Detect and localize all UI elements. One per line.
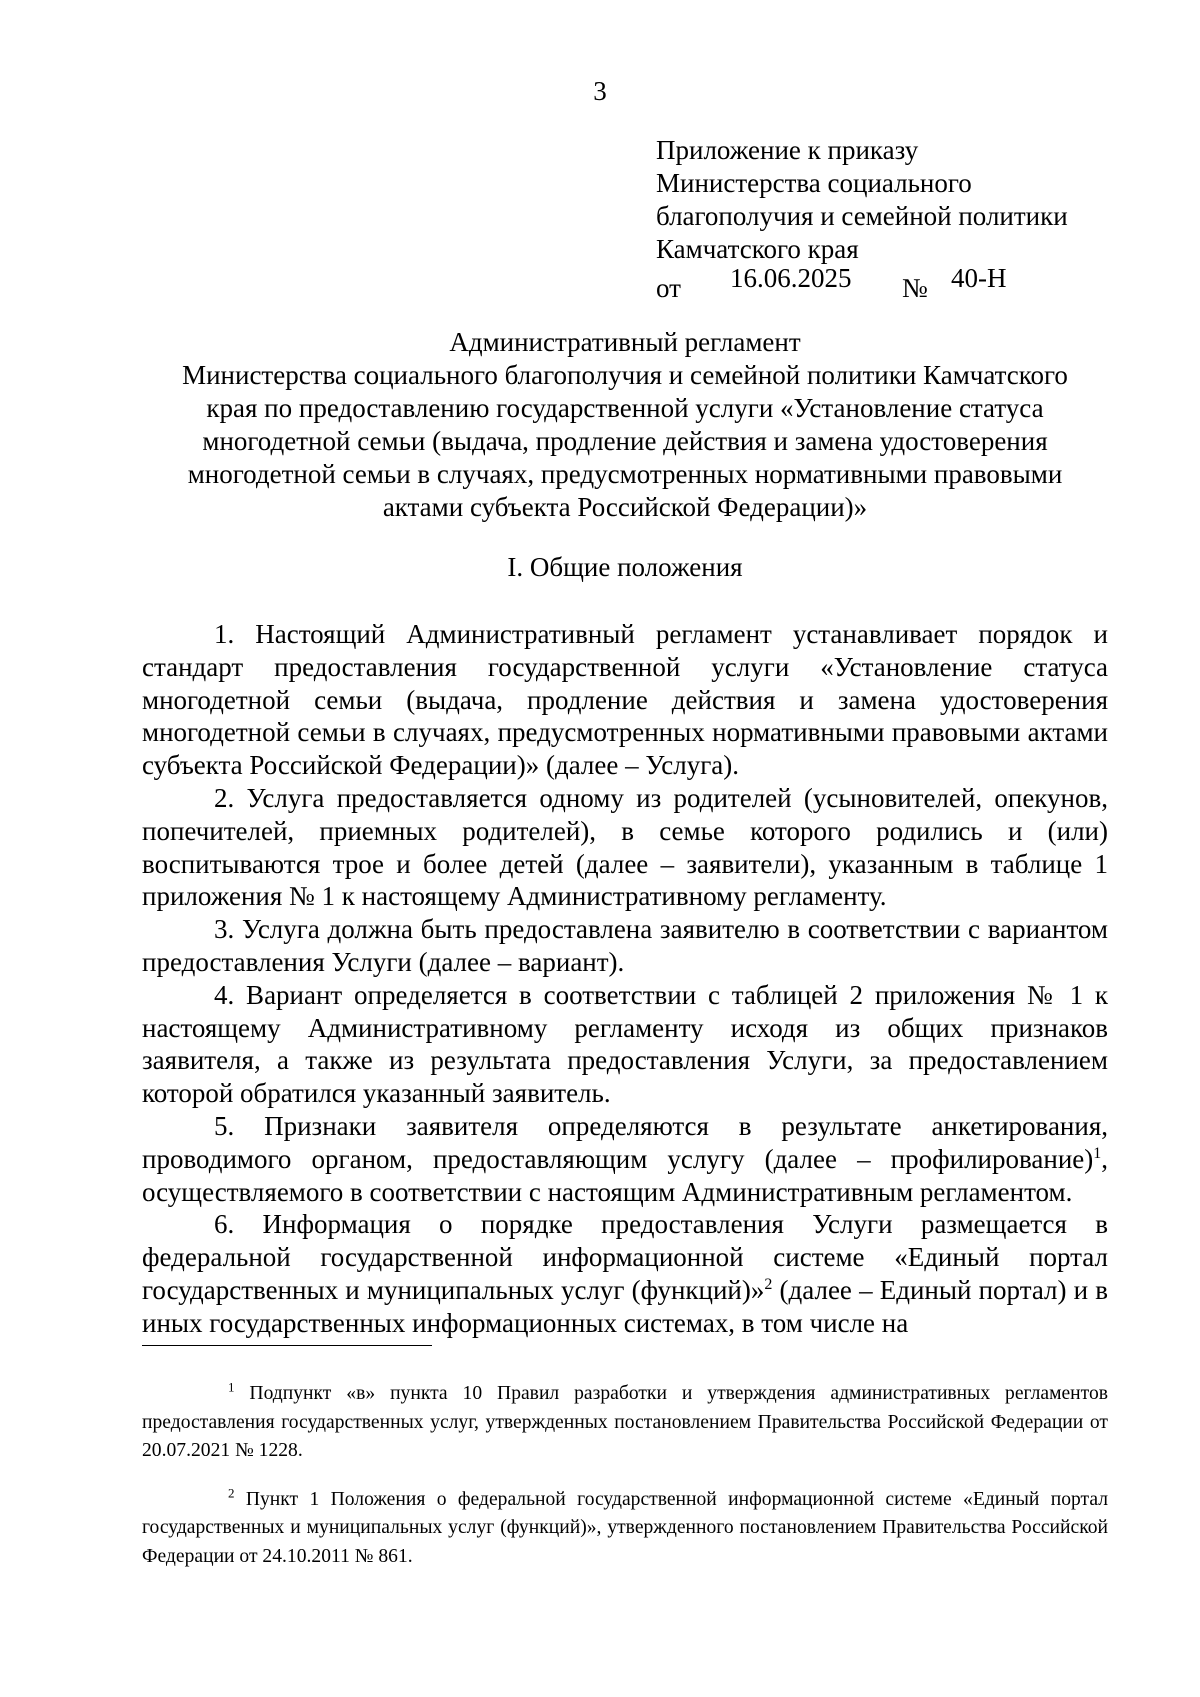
paragraph-5 — [142, 1110, 1108, 1208]
attachment-line: Министерства социального — [656, 168, 972, 198]
footnote-ref-1: 1 — [1093, 1144, 1102, 1162]
paragraph-5-text: 5. Признаки заявителя определяются в результате анкетирования, проводимого органом, предоставляющим услугу (далее – профилирование) — [142, 1110, 1108, 1174]
footnote-1 — [142, 1380, 1108, 1466]
footnote-text: Пункт 1 Положения о федеральной государственной информационной системе «Единый портал государственных и муниципальных услуг (функций)», утвержденного постановлением Правительства Российской Федерации от 24.10.2011 № 861. — [142, 1488, 1108, 1567]
section-heading: I. Общие положения — [507, 552, 743, 582]
footnote-divider — [142, 1345, 432, 1346]
footnote-text: Подпункт «в» пункта 10 Правил разработки и утверждения административных регламентов предоставления государственных услуг, утвержденных постановлением Правительства Российской Федерации от 20.07.2021 № 1228. — [142, 1383, 1108, 1461]
from-label: от — [656, 273, 681, 303]
title-line: края по предоставлению государственной услуги «Установление статуса — [206, 393, 1044, 423]
paragraph-6-text: 6. Информация о порядке предоставления Услуги размещается в федеральной государственной информационной системе «Единый портал государственных и муниципальных услуг (функций)» — [142, 1209, 1108, 1305]
attachment-line: Приложение к приказу — [656, 135, 919, 165]
paragraph-1: 1. Настоящий Административный регламент устанавливает порядок и стандарт предоставления государственной услуги «Установление статуса многодетной семьи (выдача, продление действия и замена удостоверения многодетной семьи в случаях, предусмотренных нормативными правовыми актами субъекта Российской Федерации)» (далее – Услуга). — [142, 619, 1108, 781]
paragraph-6 — [142, 1208, 1108, 1339]
title-line: Административный регламент — [449, 327, 801, 357]
document-title — [145, 326, 1105, 524]
attachment-line: Камчатского края — [656, 234, 859, 264]
paragraph-3: 3. Услуга должна быть предоставлена заявителю в соответствии с вариантом предоставления Услуги (далее – вариант). — [142, 914, 1108, 977]
paragraph-6-text-cont: (далее – Единый портал) и в иных государственных информационных системах, в том числе на — [142, 1274, 1109, 1338]
paragraph-5-text-cont: , осуществляемого в соответствии с настоящим Административным регламентом. — [142, 1143, 1108, 1207]
attachment-line: благополучия и семейной политики — [656, 201, 1068, 231]
attachment-block — [656, 134, 1116, 306]
page-number: 3 — [593, 76, 607, 106]
paragraph-2: 2. Услуга предоставляется одному из родителей (усыновителей, опекунов, попечителей, приемных родителей), в семье которого родились и (или) воспитываются трое и более детей (далее – заявители), указанным в таблице 1 приложения № 1 к настоящему Административному регламенту. — [142, 782, 1108, 912]
footnote-ref-2: 2 — [764, 1275, 773, 1293]
title-line: многодетной семьи в случаях, предусмотренных нормативными правовыми — [187, 459, 1063, 489]
title-line: многодетной семьи (выдача, продление действия и замена удостоверения — [202, 426, 1048, 456]
footnote-2 — [142, 1486, 1108, 1572]
footnote-mark: 1 — [228, 1379, 235, 1395]
paragraph-4: 4. Вариант определяется в соответствии с таблицей 2 приложения № 1 к настоящему Административному регламенту исходя из общих признаков заявителя, а также из результата предоставления Услуги, за предоставлением которой обратился указанный заявитель. — [142, 979, 1108, 1109]
title-line: Министерства социального благополучия и семейной политики Камчатского — [182, 360, 1068, 390]
order-date: 16.06.2025 — [730, 263, 852, 293]
order-details — [656, 263, 1116, 306]
footnotes — [142, 1380, 1108, 1591]
document-body — [142, 618, 1108, 1340]
title-line: актами субъекта Российской Федерации)» — [382, 492, 868, 522]
order-number: 40-Н — [951, 263, 1007, 293]
footnote-mark: 2 — [228, 1484, 235, 1500]
number-sign: № — [902, 273, 928, 303]
